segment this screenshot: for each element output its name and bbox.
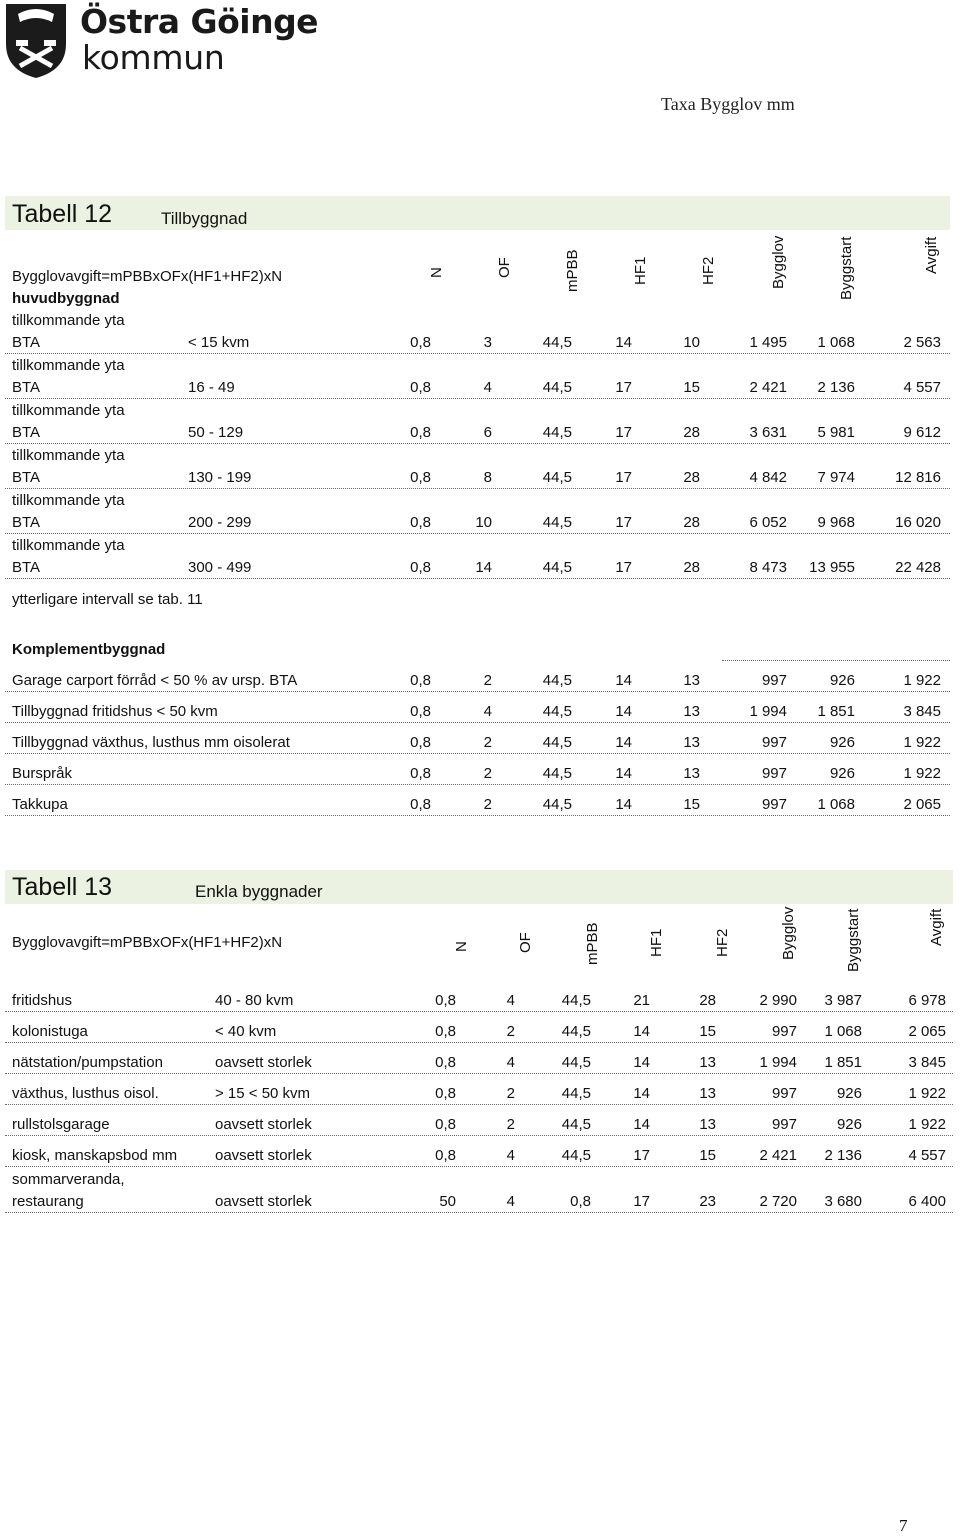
- cell-of: 4: [483, 379, 492, 396]
- cell-n: 0,8: [435, 1147, 456, 1164]
- table12-header-bygglov: Bygglov: [770, 235, 787, 289]
- cell-hf2: 10: [683, 334, 700, 351]
- cell-avgift: 2 065: [903, 796, 941, 813]
- cell-hf1: 14: [615, 734, 632, 751]
- cell-bygglov: 997: [771, 1116, 797, 1133]
- table13-header-avgift: Avgift: [928, 908, 945, 946]
- cell-byggstart: 3 680: [824, 1193, 862, 1210]
- cell-mpbb: 44,5: [542, 672, 572, 689]
- cell-hf1: 14: [633, 1116, 650, 1133]
- row-label: tillkommande yta: [12, 537, 125, 554]
- row-label-line2: restaurang: [12, 1193, 84, 1210]
- cell-bygglov: 997: [771, 1085, 797, 1102]
- table13-title-band: [5, 870, 953, 904]
- row-label: kolonistuga: [12, 1023, 88, 1040]
- cell-byggstart: 926: [829, 734, 855, 751]
- cell-n: 0,8: [410, 559, 431, 576]
- cell-of: 4: [483, 703, 492, 720]
- cell-bygglov: 4 842: [749, 469, 787, 486]
- row-label: kiosk, manskapsbod mm: [12, 1147, 178, 1164]
- row-label: Tillbyggnad fritidshus < 50 kvm: [12, 703, 218, 720]
- table12-note: ytterligare intervall se tab. 11: [12, 591, 203, 608]
- cell-hf1: 14: [615, 672, 632, 689]
- cell-hf2: 28: [683, 469, 700, 486]
- cell-bygglov: 997: [761, 734, 787, 751]
- cell-bygglov: 1 994: [759, 1054, 797, 1071]
- row-label-bta: BTA: [12, 334, 41, 351]
- cell-of: 4: [506, 1147, 515, 1164]
- table13-header-hf1: HF1: [648, 928, 665, 957]
- cell-hf1: 17: [615, 559, 632, 576]
- cell-avgift: 22 428: [895, 559, 941, 576]
- row-size: 40 - 80 kvm: [215, 992, 294, 1009]
- row-size: < 40 kvm: [215, 1023, 277, 1040]
- cell-mpbb: 44,5: [561, 1147, 591, 1164]
- cell-hf1: 14: [633, 1054, 650, 1071]
- cell-avgift: 16 020: [895, 514, 941, 531]
- table12-header-hf2: HF2: [700, 256, 717, 285]
- cell-hf2: 13: [699, 1085, 716, 1102]
- row-label: Burspråk: [12, 765, 73, 782]
- cell-hf2: 28: [699, 992, 716, 1009]
- cell-mpbb: 44,5: [542, 765, 572, 782]
- cell-n: 0,8: [410, 796, 431, 813]
- table13-header-hf2: HF2: [714, 928, 731, 957]
- table13-header-of: OF: [517, 932, 534, 953]
- cell-n: 0,8: [410, 334, 431, 351]
- logo-name: Östra Göinge: [80, 2, 319, 41]
- cell-avgift: 1 922: [903, 672, 941, 689]
- row-divider: [5, 1166, 953, 1167]
- cell-bygglov: 2 990: [759, 992, 797, 1009]
- cell-n: 50: [439, 1193, 456, 1210]
- cell-byggstart: 7 974: [817, 469, 855, 486]
- cell-hf1: 14: [615, 334, 632, 351]
- cell-of: 3: [483, 334, 492, 351]
- table12-header-of: OF: [496, 257, 513, 278]
- row-label: Tillbyggnad växthus, lusthus mm oisolerat: [12, 734, 290, 751]
- cell-mpbb: 0,8: [570, 1193, 591, 1210]
- cell-of: 2: [483, 765, 492, 782]
- cell-mpbb: 44,5: [542, 559, 572, 576]
- cell-mpbb: 44,5: [542, 469, 572, 486]
- cell-n: 0,8: [410, 734, 431, 751]
- cell-avgift: 2 563: [903, 334, 941, 351]
- table12-header-hf1: HF1: [632, 256, 649, 285]
- cell-hf2: 15: [683, 379, 700, 396]
- cell-hf2: 13: [683, 765, 700, 782]
- document-title: Taxa Bygglov mm: [661, 94, 795, 114]
- cell-byggstart: 1 851: [817, 703, 855, 720]
- table12-formula: Bygglovavgift=mPBBxOFx(HF1+HF2)xN: [12, 268, 283, 285]
- row-size: > 15 < 50 kvm: [215, 1085, 311, 1102]
- cell-byggstart: 13 955: [809, 559, 855, 576]
- cell-hf2: 28: [683, 559, 700, 576]
- cell-n: 0,8: [410, 469, 431, 486]
- municipality-emblem-icon: [2, 0, 70, 80]
- cell-bygglov: 3 631: [749, 424, 787, 441]
- row-size: < 15 kvm: [188, 334, 250, 351]
- cell-n: 0,8: [435, 1085, 456, 1102]
- row-divider: [5, 722, 950, 723]
- row-label-bta: BTA: [12, 379, 41, 396]
- row-label: Takkupa: [12, 796, 68, 813]
- row-label: fritidshus: [12, 992, 73, 1009]
- cell-avgift: 4 557: [908, 1147, 946, 1164]
- cell-byggstart: 1 851: [824, 1054, 862, 1071]
- table13-header-n: N: [453, 941, 470, 952]
- row-size: oavsett storlek: [215, 1054, 312, 1071]
- row-label: tillkommande yta: [12, 357, 125, 374]
- cell-mpbb: 44,5: [542, 514, 572, 531]
- row-size: oavsett storlek: [215, 1193, 312, 1210]
- row-divider: [5, 1011, 953, 1012]
- cell-byggstart: 1 068: [817, 334, 855, 351]
- table12-header-n: N: [428, 267, 445, 278]
- table12-title-band: [5, 196, 950, 230]
- cell-bygglov: 997: [761, 672, 787, 689]
- cell-of: 2: [483, 796, 492, 813]
- row-label-bta: BTA: [12, 514, 41, 531]
- table12-title: Tillbyggnad: [161, 209, 248, 228]
- row-size: 300 - 499: [188, 559, 252, 576]
- row-divider: [5, 1212, 953, 1213]
- cell-byggstart: 5 981: [817, 424, 855, 441]
- cell-hf1: 17: [615, 469, 632, 486]
- row-label: tillkommande yta: [12, 402, 125, 419]
- cell-avgift: 4 557: [903, 379, 941, 396]
- row-label-bta: BTA: [12, 469, 41, 486]
- cell-n: 0,8: [410, 379, 431, 396]
- row-label: rullstolsgarage: [12, 1116, 110, 1133]
- row-divider: [5, 533, 950, 534]
- row-divider: [5, 1042, 953, 1043]
- cell-hf2: 13: [699, 1054, 716, 1071]
- cell-of: 2: [506, 1116, 515, 1133]
- row-label: Garage carport förråd < 50 % av ursp. BTA: [12, 672, 298, 689]
- cell-bygglov: 2 421: [749, 379, 787, 396]
- cell-n: 0,8: [410, 424, 431, 441]
- cell-hf2: 15: [699, 1023, 716, 1040]
- cell-of: 6: [483, 424, 492, 441]
- cell-hf2: 13: [699, 1116, 716, 1133]
- cell-hf2: 28: [683, 424, 700, 441]
- cell-avgift: 1 922: [908, 1085, 946, 1102]
- cell-of: 14: [475, 559, 492, 576]
- cell-mpbb: 44,5: [542, 796, 572, 813]
- cell-bygglov: 2 421: [759, 1147, 797, 1164]
- cell-mpbb: 44,5: [561, 1116, 591, 1133]
- cell-n: 0,8: [435, 1116, 456, 1133]
- cell-hf1: 14: [615, 796, 632, 813]
- table12-header-byggstart: Byggstart: [838, 236, 855, 300]
- cell-mpbb: 44,5: [561, 1085, 591, 1102]
- cell-bygglov: 1 994: [749, 703, 787, 720]
- row-size: 200 - 299: [188, 514, 252, 531]
- cell-hf1: 21: [633, 992, 650, 1009]
- cell-bygglov: 8 473: [749, 559, 787, 576]
- row-size: oavsett storlek: [215, 1147, 312, 1164]
- row-label: växthus, lusthus oisol.: [12, 1085, 159, 1102]
- cell-hf1: 14: [633, 1023, 650, 1040]
- cell-n: 0,8: [435, 1023, 456, 1040]
- cell-avgift: 3 845: [908, 1054, 946, 1071]
- page-number: 7: [899, 1516, 908, 1535]
- cell-avgift: 2 065: [908, 1023, 946, 1040]
- cell-byggstart: 926: [836, 1085, 862, 1102]
- row-divider: [5, 353, 950, 354]
- row-label: tillkommande yta: [12, 492, 125, 509]
- cell-hf2: 23: [699, 1193, 716, 1210]
- row-divider: [5, 1104, 953, 1105]
- row-divider: [5, 691, 950, 692]
- row-label: tillkommande yta: [12, 447, 125, 464]
- cell-avgift: 3 845: [903, 703, 941, 720]
- cell-byggstart: 926: [836, 1116, 862, 1133]
- logo-subtitle: kommun: [82, 38, 225, 77]
- cell-bygglov: 997: [761, 796, 787, 813]
- cell-byggstart: 3 987: [824, 992, 862, 1009]
- row-divider: [5, 398, 950, 399]
- cell-of: 2: [483, 734, 492, 751]
- cell-bygglov: 2 720: [759, 1193, 797, 1210]
- row-divider: [5, 488, 950, 489]
- cell-hf2: 15: [683, 796, 700, 813]
- table12-number: Tabell 12: [12, 200, 113, 228]
- table13-number: Tabell 13: [12, 873, 113, 901]
- cell-byggstart: 2 136: [817, 379, 855, 396]
- cell-byggstart: 926: [829, 765, 855, 782]
- table12-section-huvudbyggnad: huvudbyggnad: [12, 290, 120, 307]
- row-divider: [5, 815, 950, 816]
- cell-hf1: 17: [633, 1193, 650, 1210]
- cell-of: 2: [506, 1023, 515, 1040]
- cell-hf2: 15: [699, 1147, 716, 1164]
- cell-avgift: 1 922: [903, 765, 941, 782]
- cell-avgift: 12 816: [895, 469, 941, 486]
- cell-hf1: 14: [633, 1085, 650, 1102]
- row-divider: [5, 443, 950, 444]
- row-size: 16 - 49: [188, 379, 235, 396]
- cell-bygglov: 1 495: [749, 334, 787, 351]
- cell-mpbb: 44,5: [542, 703, 572, 720]
- cell-of: 4: [506, 1193, 515, 1210]
- table13-header-byggstart: Byggstart: [845, 908, 862, 972]
- row-label: nätstation/pumpstation: [12, 1054, 163, 1071]
- cell-of: 4: [506, 1054, 515, 1071]
- cell-hf1: 17: [633, 1147, 650, 1164]
- cell-hf2: 28: [683, 514, 700, 531]
- cell-hf1: 14: [615, 765, 632, 782]
- cell-n: 0,8: [410, 765, 431, 782]
- cell-bygglov: 997: [771, 1023, 797, 1040]
- cell-of: 2: [506, 1085, 515, 1102]
- table13-header-bygglov: Bygglov: [780, 906, 797, 960]
- cell-n: 0,8: [410, 672, 431, 689]
- cell-avgift: 1 922: [903, 734, 941, 751]
- cell-hf1: 17: [615, 514, 632, 531]
- cell-byggstart: 9 968: [817, 514, 855, 531]
- table12-header-mpbb: mPBB: [564, 249, 581, 292]
- cell-hf2: 13: [683, 703, 700, 720]
- row-label-bta: BTA: [12, 559, 41, 576]
- row-label: tillkommande yta: [12, 312, 125, 329]
- cell-mpbb: 44,5: [542, 379, 572, 396]
- row-divider: [5, 1073, 953, 1074]
- cell-n: 0,8: [410, 703, 431, 720]
- cell-byggstart: 926: [829, 672, 855, 689]
- cell-bygglov: 997: [761, 765, 787, 782]
- cell-mpbb: 44,5: [542, 334, 572, 351]
- cell-n: 0,8: [410, 514, 431, 531]
- row-divider: [5, 784, 950, 785]
- cell-bygglov: 6 052: [749, 514, 787, 531]
- row-size: oavsett storlek: [215, 1116, 312, 1133]
- table12-section-komplement: Komplementbyggnad: [12, 641, 166, 658]
- table13-header-mpbb: mPBB: [584, 922, 601, 965]
- cell-n: 0,8: [435, 992, 456, 1009]
- cell-avgift: 9 612: [903, 424, 941, 441]
- cell-avgift: 1 922: [908, 1116, 946, 1133]
- cell-mpbb: 44,5: [561, 1023, 591, 1040]
- cell-n: 0,8: [435, 1054, 456, 1071]
- row-divider: [5, 578, 950, 579]
- row-size: 50 - 129: [188, 424, 244, 441]
- table13-formula: Bygglovavgift=mPBBxOFx(HF1+HF2)xN: [12, 934, 283, 951]
- cell-hf1: 17: [615, 424, 632, 441]
- cell-mpbb: 44,5: [542, 424, 572, 441]
- cell-hf2: 13: [683, 734, 700, 751]
- row-divider: [5, 753, 950, 754]
- table13-title: Enkla byggnader: [195, 882, 323, 901]
- cell-byggstart: 1 068: [824, 1023, 862, 1040]
- cell-mpbb: 44,5: [542, 734, 572, 751]
- cell-of: 8: [483, 469, 492, 486]
- row-label-bta: BTA: [12, 424, 41, 441]
- cell-avgift: 6 978: [908, 992, 946, 1009]
- cell-byggstart: 2 136: [824, 1147, 862, 1164]
- table12-header-avgift: Avgift: [923, 236, 940, 274]
- row-label: sommarveranda,: [12, 1171, 125, 1188]
- cell-hf1: 17: [615, 379, 632, 396]
- divider: [722, 660, 950, 661]
- cell-mpbb: 44,5: [561, 992, 591, 1009]
- cell-of: 4: [506, 992, 515, 1009]
- row-divider: [5, 1135, 953, 1136]
- cell-hf1: 14: [615, 703, 632, 720]
- cell-of: 10: [475, 514, 492, 531]
- row-size: 130 - 199: [188, 469, 252, 486]
- cell-of: 2: [483, 672, 492, 689]
- cell-byggstart: 1 068: [817, 796, 855, 813]
- cell-hf2: 13: [683, 672, 700, 689]
- cell-avgift: 6 400: [908, 1193, 946, 1210]
- cell-mpbb: 44,5: [561, 1054, 591, 1071]
